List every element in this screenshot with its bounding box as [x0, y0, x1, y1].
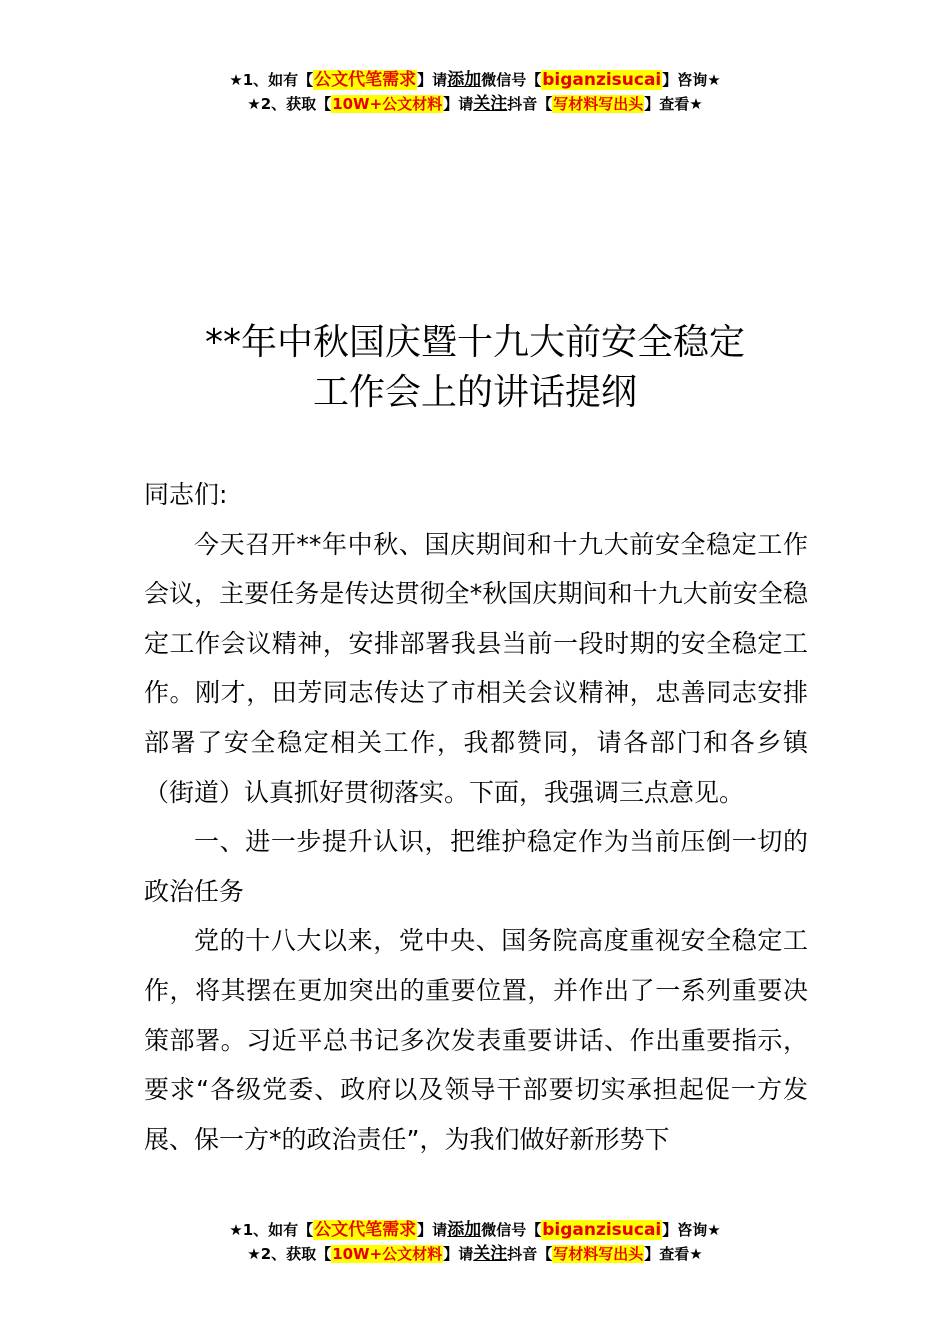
salutation: 同志们:	[144, 480, 228, 509]
promo-text: 】咨询★	[662, 1221, 721, 1239]
promo-text: ★2、获取【	[247, 95, 332, 113]
promo-underline: 添加	[447, 70, 482, 90]
promo-text: 抖音【	[507, 1245, 553, 1263]
promo-banner-bottom	[0, 1218, 950, 1266]
promo-text: 】请	[417, 1221, 448, 1239]
promo-text: 】请	[443, 1245, 474, 1263]
promo-underline: 关注	[473, 94, 508, 114]
promo-wechat-id: biganzisucai	[542, 1220, 662, 1240]
promo-text: 】查看★	[644, 1245, 703, 1263]
promo-text: 】请	[443, 95, 474, 113]
promo-text: 微信号【	[481, 1221, 542, 1239]
promo-text: 】咨询★	[662, 71, 721, 89]
promo-banner-top	[0, 68, 950, 116]
promo-highlight: 10W+公文材料	[332, 95, 443, 113]
promo-highlight: 公文代笔需求	[314, 70, 417, 90]
paragraph-section-1: 党的十八大以来，党中央、国务院高度重视安全稳定工作，将其摆在更加突出的重要位置，并作出了一系列重要决策部署。习近平总书记多次发表重要讲话、作出重要指示，要求“各级党委、政府以及领导干部要切实承担起促一方发展、保一方*的政治责任”，为我们做好新形势下	[144, 926, 808, 1154]
promo-line-1	[0, 68, 950, 92]
document-title	[0, 318, 950, 418]
paragraph-intro: 今天召开**年中秋、国庆期间和十九大前安全稳定工作会议，主要任务是传达贯彻全*秋国庆期间和十九大前安全稳定工作会议精神，安排部署我县当前一段时期的安全稳定工作。刚才，田芳同志传达了市相关会议精神，忠善同志安排部署了安全稳定相关工作，我都赞同，请各部门和各乡镇（街道）认真抓好贯彻落实。下面，我强调三点意见。	[144, 529, 808, 807]
promo-text: 】查看★	[644, 95, 703, 113]
promo-text: 抖音【	[507, 95, 553, 113]
promo-highlight: 公文代笔需求	[314, 1220, 417, 1240]
promo-text: 微信号【	[481, 71, 542, 89]
promo-line-2	[0, 92, 950, 116]
promo-text: ★1、如有【	[229, 71, 314, 89]
promo-text: ★1、如有【	[229, 1221, 314, 1239]
promo-text: 】请	[417, 71, 448, 89]
promo-line-2	[0, 1242, 950, 1266]
section-heading-1: 一、进一步提升认识，把维护稳定作为当前压倒一切的政治任务	[144, 827, 808, 906]
promo-line-1	[0, 1218, 950, 1242]
promo-text: ★2、获取【	[247, 1245, 332, 1263]
title-line-1: **年中秋国庆暨十九大前安全稳定	[204, 322, 745, 363]
promo-wechat-id: biganzisucai	[542, 70, 662, 90]
promo-underline: 添加	[447, 1220, 482, 1240]
title-line-2: 工作会上的讲话提纲	[312, 372, 637, 413]
promo-douyin-id: 写材料写出头	[553, 1245, 644, 1263]
document-body	[144, 470, 808, 1164]
promo-douyin-id: 写材料写出头	[553, 95, 644, 113]
promo-highlight: 10W+公文材料	[332, 1245, 443, 1263]
promo-underline: 关注	[473, 1244, 508, 1264]
